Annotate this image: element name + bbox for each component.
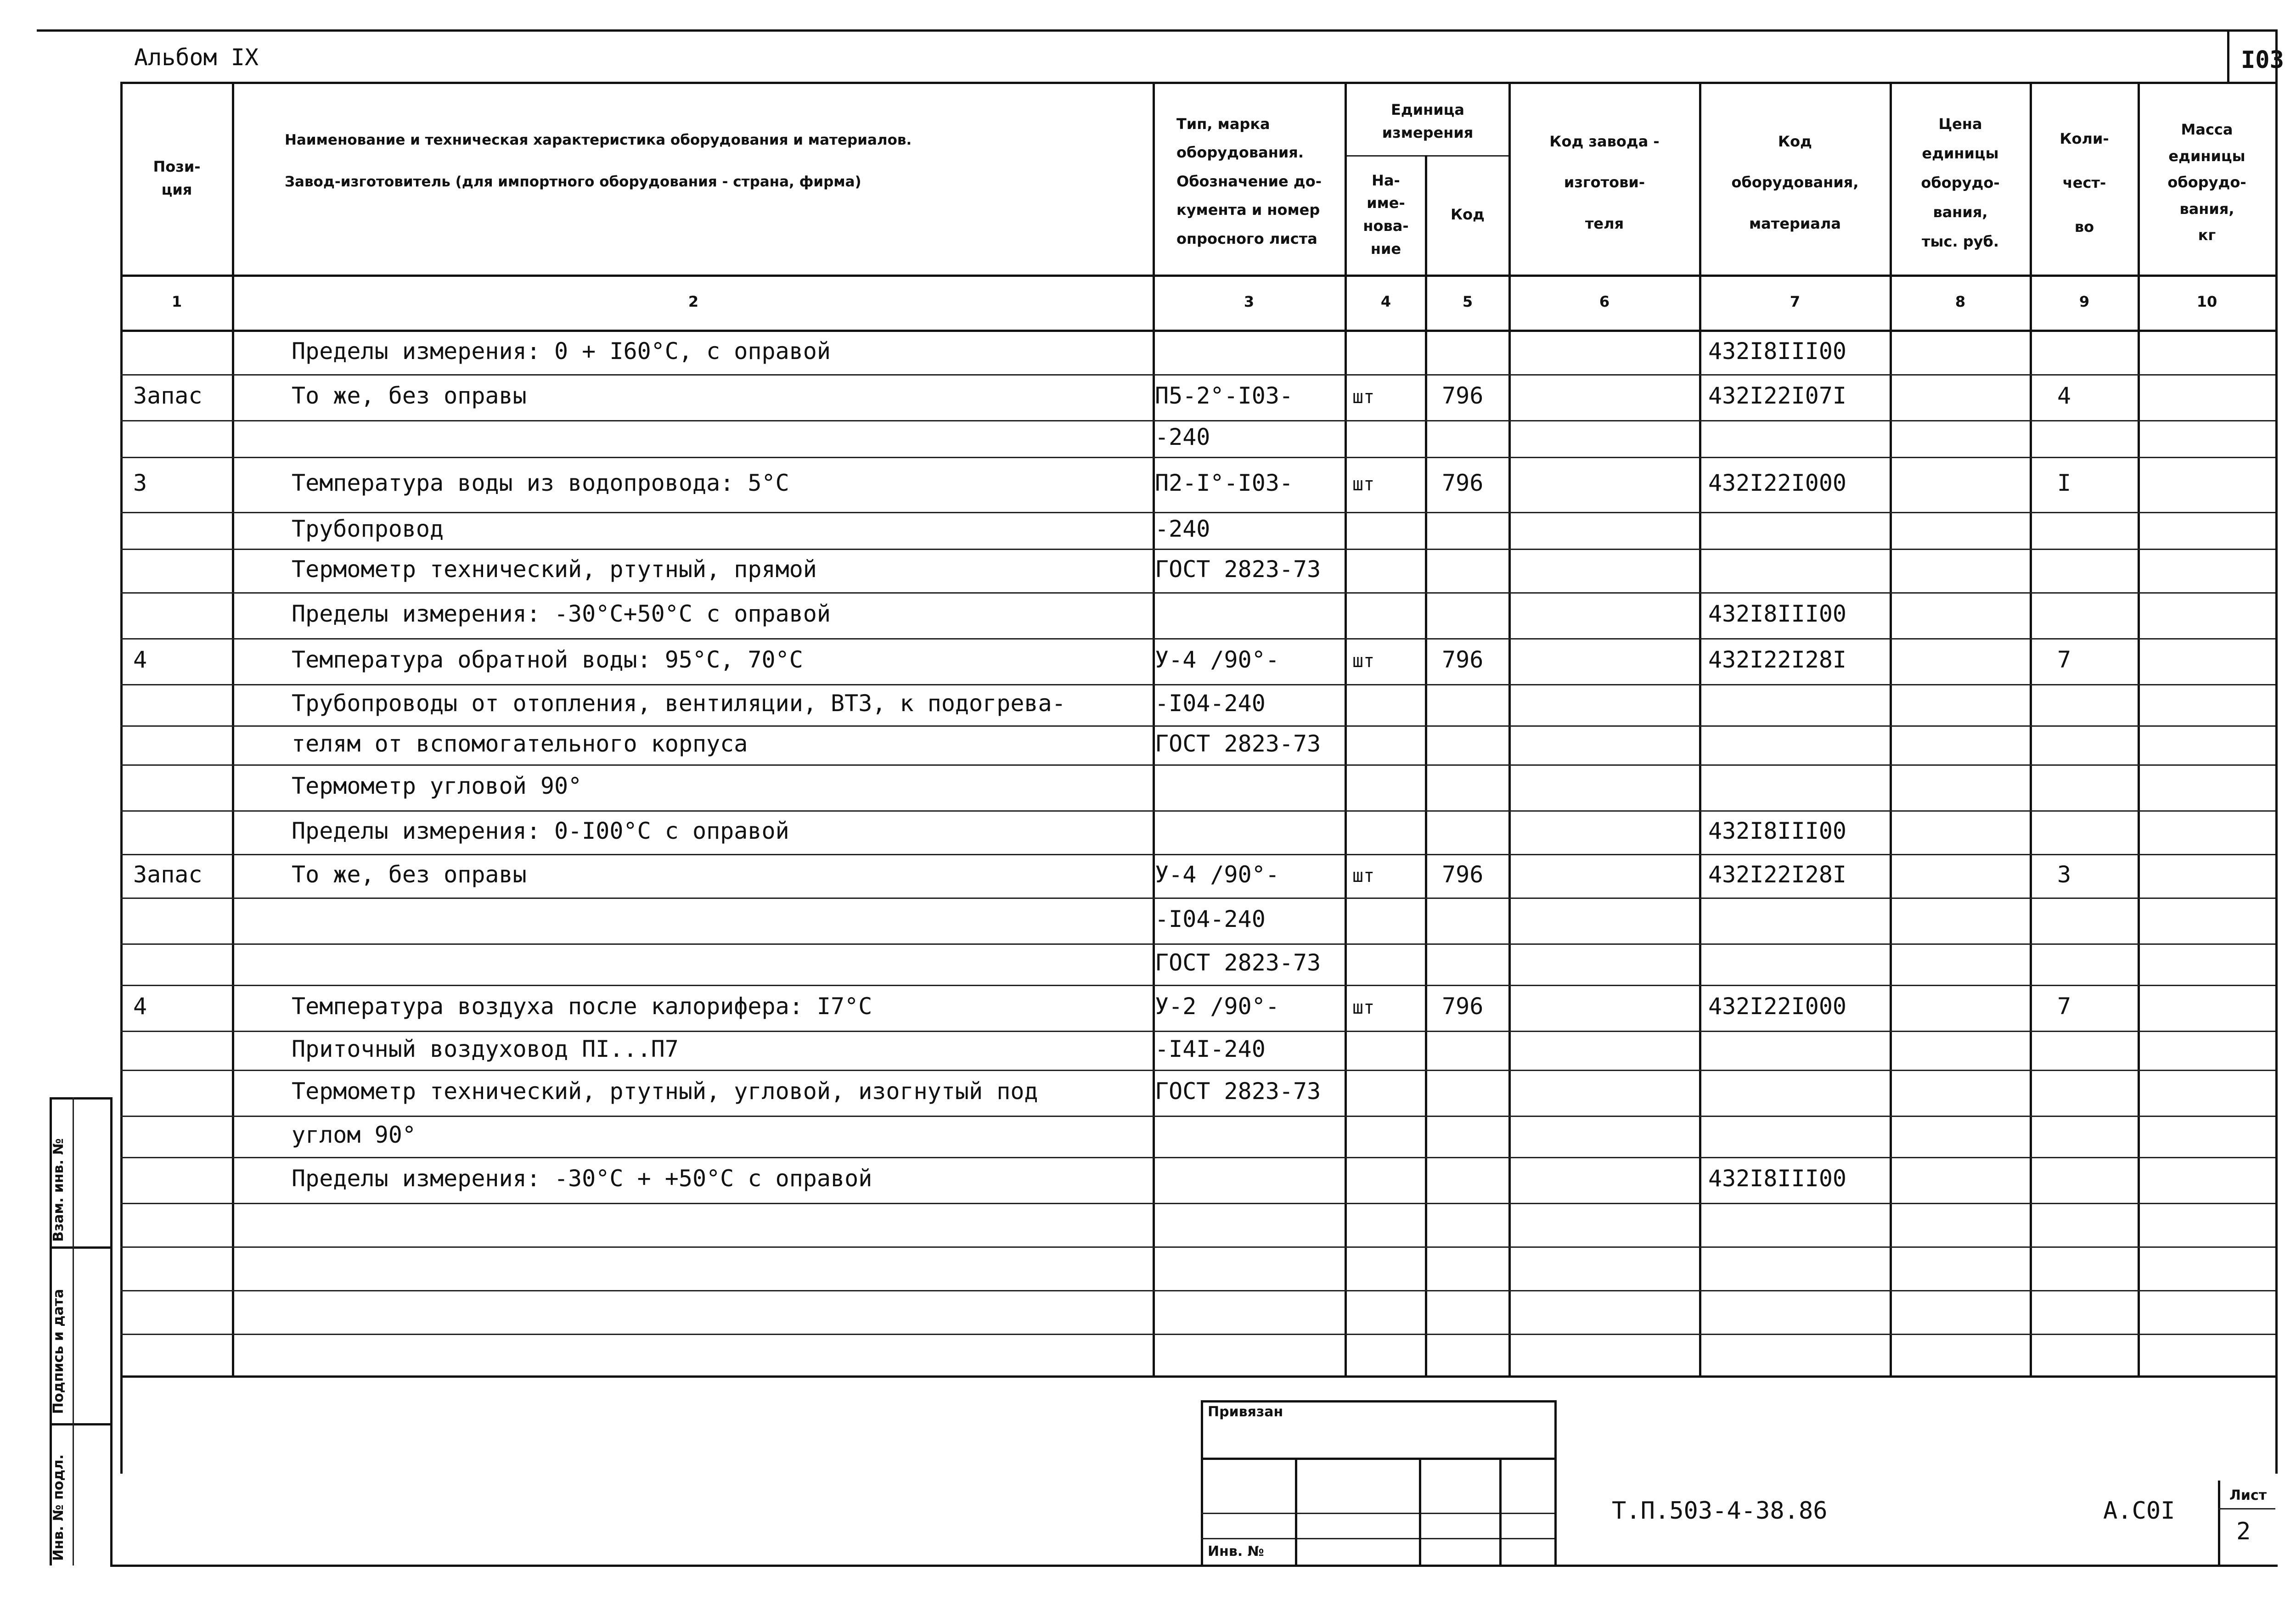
row-position: 4	[133, 993, 147, 1020]
stamp-top	[1201, 1400, 1554, 1403]
row-divider	[120, 457, 2275, 458]
row-name: Пределы измерения: 0 + I60°С, с оправой	[292, 337, 831, 365]
frame-left	[120, 82, 123, 1474]
row-name: Термометр технический, ртутный, прямой	[292, 555, 817, 583]
colnum-5: 5	[1462, 293, 1473, 310]
row-equip-code: 432I8III00	[1708, 337, 1847, 365]
row-qty: 7	[2057, 646, 2071, 673]
colnum-9: 9	[2079, 293, 2090, 310]
row-unit: шт	[1352, 865, 1375, 886]
stamp-col-2	[1419, 1458, 1421, 1565]
colnum-6: 6	[1599, 293, 1610, 310]
row-unit: шт	[1352, 387, 1375, 408]
stamp-right	[1554, 1400, 1557, 1565]
header-qty: Коли- чест- во	[2060, 130, 2109, 236]
row-divider	[120, 1157, 2275, 1158]
header-bottom	[120, 275, 2275, 277]
header-unit: Единица измерения	[1382, 101, 1474, 141]
row-type: ГОСТ 2823-73	[1155, 949, 1321, 976]
side-label-inv-podl: Инв. № подл.	[51, 1454, 67, 1561]
header-price: Цена единицы оборудо- вания, тыс. руб.	[1921, 115, 2000, 250]
side-strip-right	[110, 1097, 113, 1565]
col-line-2	[1153, 82, 1155, 1375]
row-unit: шт	[1352, 651, 1375, 672]
stamp-inv-no: Инв. №	[1208, 1543, 1264, 1560]
album-title: Альбом IX	[134, 44, 259, 71]
row-qty: 3	[2057, 861, 2071, 888]
row-type: У-4 /90°-	[1155, 861, 1279, 888]
row-type: -I04-240	[1155, 906, 1266, 932]
row-divider	[120, 764, 2275, 766]
frame-right	[2275, 29, 2278, 1474]
header-unit-code: Код	[1451, 206, 1485, 224]
row-equip-code: 432I8III00	[1708, 1165, 1847, 1192]
row-name: Пределы измерения: 0-I00°С с оправой	[292, 817, 789, 844]
header-name	[285, 133, 912, 189]
row-equip-code: 432I22I000	[1708, 993, 1847, 1020]
row-name: углом 90°	[292, 1122, 416, 1148]
row-type: ГОСТ 2823-73	[1155, 730, 1321, 757]
page-number: I03	[2241, 46, 2284, 74]
row-name: То же, без оправы	[292, 861, 527, 888]
header-unit-name: На- име- нова- ние	[1363, 171, 1409, 258]
sheet-box-sep	[2218, 1508, 2275, 1509]
row-type: -240	[1155, 516, 1210, 542]
stamp-code: А.С0I	[2103, 1497, 2175, 1525]
side-inner-line	[73, 1097, 74, 1565]
colnum-8: 8	[1955, 293, 1966, 310]
row-name: Температура воды из водопровода: 5°С	[292, 470, 789, 496]
stamp-col-3	[1499, 1458, 1502, 1565]
col-line-1	[232, 82, 234, 1375]
row-type: У-2 /90°-	[1155, 993, 1279, 1020]
stamp-col-1	[1295, 1458, 1297, 1565]
row-divider	[120, 1334, 2275, 1335]
row-name: телям от вспомогательного корпуса	[292, 730, 748, 757]
row-type: -I04-240	[1155, 690, 1266, 717]
row-divider	[120, 1246, 2275, 1248]
header-name-line2: Завод-изготовитель (для импортного оборудования - страна, фирма)	[285, 174, 861, 190]
col-line-7	[1890, 82, 1892, 1375]
colnum-bottom	[120, 330, 2275, 332]
row-name: Температура воздуха после калорифера: I7°С	[292, 993, 872, 1020]
row-divider	[120, 1203, 2275, 1204]
colnum-1: 1	[171, 293, 182, 310]
sheet-number: 2	[2236, 1518, 2251, 1545]
col-line-9	[2138, 82, 2140, 1375]
row-divider	[120, 374, 2275, 376]
row-name: Трубопроводы от отопления, вентиляции, ВТЗ, к подогрева-	[292, 690, 1066, 717]
row-divider	[120, 638, 2275, 640]
row-divider	[120, 1070, 2275, 1071]
row-divider	[120, 985, 2275, 986]
row-position: 4	[133, 646, 147, 673]
row-equip-code: 432I22I28I	[1708, 646, 1847, 673]
row-name: Температура обратной воды: 95°С, 70°С	[292, 646, 803, 673]
row-divider	[120, 512, 2275, 513]
side-sep-2	[50, 1423, 111, 1425]
row-type: -I4I-240	[1155, 1035, 1266, 1062]
row-type: -240	[1155, 424, 1210, 450]
row-divider	[120, 1031, 2275, 1032]
col-line-8	[2030, 82, 2032, 1375]
row-divider	[120, 684, 2275, 685]
row-qty: 7	[2057, 993, 2071, 1020]
row-divider	[120, 725, 2275, 727]
header-factory-code: Код завода - изготови- теля	[1549, 132, 1660, 232]
row-unit-code: 796	[1442, 993, 1484, 1020]
table-body-bottom	[120, 1375, 2275, 1378]
header-pos: Пози- ция	[153, 158, 201, 198]
row-type: ГОСТ 2823-73	[1155, 555, 1321, 583]
row-name: Термометр угловой 90°	[292, 773, 582, 799]
row-name: Приточный воздуховод ПI...П7	[292, 1035, 679, 1062]
row-divider	[120, 810, 2275, 812]
stamp-privyazan: Привязан	[1208, 1404, 1283, 1420]
row-qty: I	[2057, 470, 2071, 496]
row-unit-code: 796	[1442, 861, 1484, 888]
row-name: Пределы измерения: -30°С+50°С с оправой	[292, 600, 831, 627]
top-border	[37, 29, 2275, 32]
row-name: Термометр технический, ртутный, угловой, изогнутый под	[292, 1078, 1038, 1105]
row-divider	[120, 898, 2275, 899]
row-equip-code: 432I22I28I	[1708, 861, 1847, 888]
colnum-3: 3	[1244, 293, 1255, 310]
frame-bottom	[110, 1565, 2278, 1567]
colnum-7: 7	[1790, 293, 1801, 310]
colnum-4: 4	[1380, 293, 1391, 310]
row-type: П2-I°-I03-	[1155, 470, 1294, 496]
row-type: У-4 /90°-	[1155, 646, 1279, 673]
row-type: П5-2°-I03-	[1155, 382, 1294, 409]
row-position: 3	[133, 470, 147, 496]
row-unit-code: 796	[1442, 382, 1484, 409]
side-strip-top	[50, 1097, 111, 1100]
col-line-3	[1345, 82, 1347, 1375]
row-equip-code: 432I8III00	[1708, 817, 1847, 844]
row-divider	[120, 592, 2275, 594]
row-name: То же, без оправы	[292, 382, 527, 409]
row-unit: шт	[1352, 997, 1375, 1018]
row-position: Запас	[133, 382, 203, 409]
side-label-vzam: Взам. инв. №	[51, 1138, 67, 1242]
row-name: Трубопровод	[292, 516, 444, 542]
side-sep-1	[50, 1246, 111, 1249]
header-type: Тип, марка оборудования. Обозначение до- кумента и номер опросного листа	[1176, 115, 1322, 247]
sheet-label: Лист	[2229, 1487, 2267, 1504]
row-equip-code: 432I8III00	[1708, 600, 1847, 627]
col-line-6	[1699, 82, 1701, 1375]
row-divider	[120, 1290, 2275, 1291]
row-divider	[120, 549, 2275, 550]
row-qty: 4	[2057, 382, 2071, 409]
header-mass: Масса единицы оборудо- вания, кг	[2167, 121, 2246, 244]
col-line-5	[1508, 82, 1511, 1375]
row-name: Пределы измерения: -30°С + +50°С с оправой	[292, 1165, 872, 1192]
stamp-designation: Т.П.503-4-38.86	[1612, 1497, 1828, 1525]
row-unit: шт	[1352, 474, 1375, 495]
header-top-line	[122, 82, 2275, 84]
row-divider	[120, 420, 2275, 421]
header-equip-code: Код оборудования, материала	[1731, 132, 1859, 232]
colnum-10: 10	[2196, 293, 2217, 310]
row-position: Запас	[133, 861, 203, 888]
row-equip-code: 432I22I07I	[1708, 382, 1847, 409]
header-name-line1: Наименование и техническая характеристика оборудования и материалов.	[285, 132, 912, 148]
row-type: ГОСТ 2823-73	[1155, 1078, 1321, 1105]
page-box-left	[2227, 29, 2229, 82]
row-divider	[120, 1116, 2275, 1117]
colnum-2: 2	[688, 293, 699, 310]
row-equip-code: 432I22I000	[1708, 470, 1847, 496]
sheet-box-left	[2218, 1481, 2220, 1565]
row-unit-code: 796	[1442, 646, 1484, 673]
row-divider	[120, 943, 2275, 945]
side-label-podpis: Подпись и дата	[51, 1289, 67, 1414]
stamp-left	[1201, 1400, 1203, 1565]
row-unit-code: 796	[1442, 470, 1484, 496]
row-divider	[120, 854, 2275, 855]
